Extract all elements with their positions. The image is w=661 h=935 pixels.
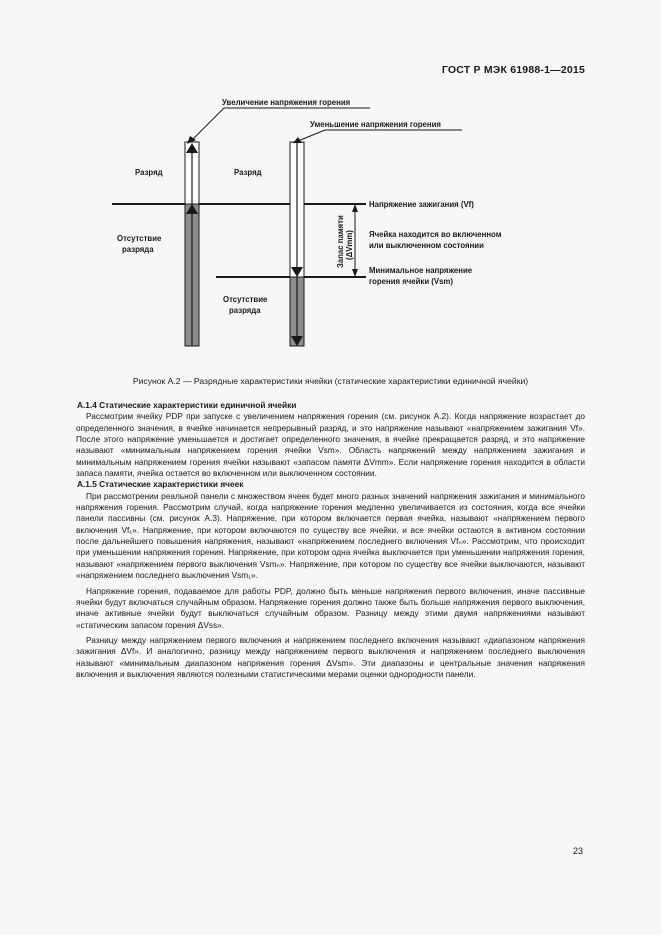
no-discharge-right-line2: разряда [229,306,261,315]
page-number: 23 [572,846,583,856]
no-discharge-left-line2: разряда [122,245,154,254]
section-a15-paragraph-2: Напряжение горения, подаваемое для работы PDP, должно быть меньше напряжения первого включения, иначе пассивные ячейки будут включаться случайным образом. Напряжение горения должно также быть больше напряжения первого выключения, иначе активные ячейки будут выключаться случайным образом. Разницу между этими двумя напряжениями называют «статическим запасом горения ΔVss». [76,585,585,630]
min-voltage-line1: Минимальное напряжение [369,266,473,275]
no-discharge-left-line1: Отсутствие [117,234,162,243]
min-voltage-line2: горения ячейки (Vsm) [369,277,453,286]
discharge-left-label: Разряд [135,168,163,177]
section-a15-paragraph-1: При рассмотрении реальной панели с множеством ячеек будет много разных значений напряжения зажигания и минимального напряжения горения. Рассмотрим случай, когда напряжение горения медленно увеличивается из состояния, когда все ячейки панели пассивны (см. рисунок А.3). Напряжение, при котором включается первая ячейка, называют «напряжением первого включения Vf₁». Напряжение, при котором включаются по существу все ячейки, и все ячейки остаются в активном состоянии после дальнейшего повышения напряжения, называют «напряжением последнего включения Vfₙ». Рассмотрим, что происходит при уменьшении напряжения горения. Напряжение, при котором одна ячейка выключается при уменьшении напряжения горения, называют «напряжением первого выключения Vsmₙ». Напряжение, при котором по существу все ячейки выключаются, называют «напряжением последнего выключения Vsm₁». [76,490,585,581]
cell-discharge-diagram [0,0,661,370]
section-a14-title: А.1.4 Статические характеристики единичной ячейки [77,400,297,410]
cell-state-line2: или выключенном состоянии [369,241,484,250]
section-a14-paragraph: Рассмотрим ячейку PDP при запуске с увеличением напряжения горения (см. рисунок А.2). Когда напряжение возрастает до определенного значения, в ячейке начинается непрерывный разряд, и это напряжение называют «напряжением зажигания Vf». После этого напряжение уменьшается и достигает определенного значения, в ячейке прекращается разряд, и это напряжение называют «минимальным напряжением горения ячейки Vsm». Область напряжений между напряжением зажигания и минимальным напряжением горения ячейки называют «запасом памяти ΔVmm». Если напряжение горения находится в области запаса памяти, ячейка остается во включенном или выключенном состоянии. [76,411,585,479]
standard-header: ГОСТ Р МЭК 61988-1—2015 [441,64,585,76]
document-body [76,400,585,680]
increase-voltage-label: Увеличение напряжения горения [222,98,351,107]
section-a15-paragraph-3: Разницу между напряжением первого включения и напряжением последнего включения называют «диапазоном напряжения зажигания ΔVf». И аналогично, разницу между напряжением первого выключения и напряжением последнего выключения называют «минимальным диапазоном напряжения горения ΔVsm». Эти диапазоны и центральные значения напряжения включения и выключения являются полезными статистическими мерами оценки однородности панели. [76,634,585,679]
memory-margin-line2: (ΔVmm) [345,230,354,260]
section-a15-title: А.1.5 Статические характеристики ячеек [77,479,244,490]
no-discharge-right-line1: Отсутствие [223,295,268,304]
discharge-right-label: Разряд [234,168,262,177]
figure-caption: Рисунок А.2 — Разрядные характеристики ячейки (статические характеристики единичной ячейки) [132,376,529,386]
memory-margin-line1: Запас памяти [336,215,345,268]
decrease-voltage-label: Уменьшение напряжения горения [310,120,441,129]
figure-a2 [0,0,661,370]
cell-state-line1: Ячейка находится во включенном [369,230,502,239]
ignition-voltage-label: Напряжение зажигания (Vf) [369,200,474,209]
